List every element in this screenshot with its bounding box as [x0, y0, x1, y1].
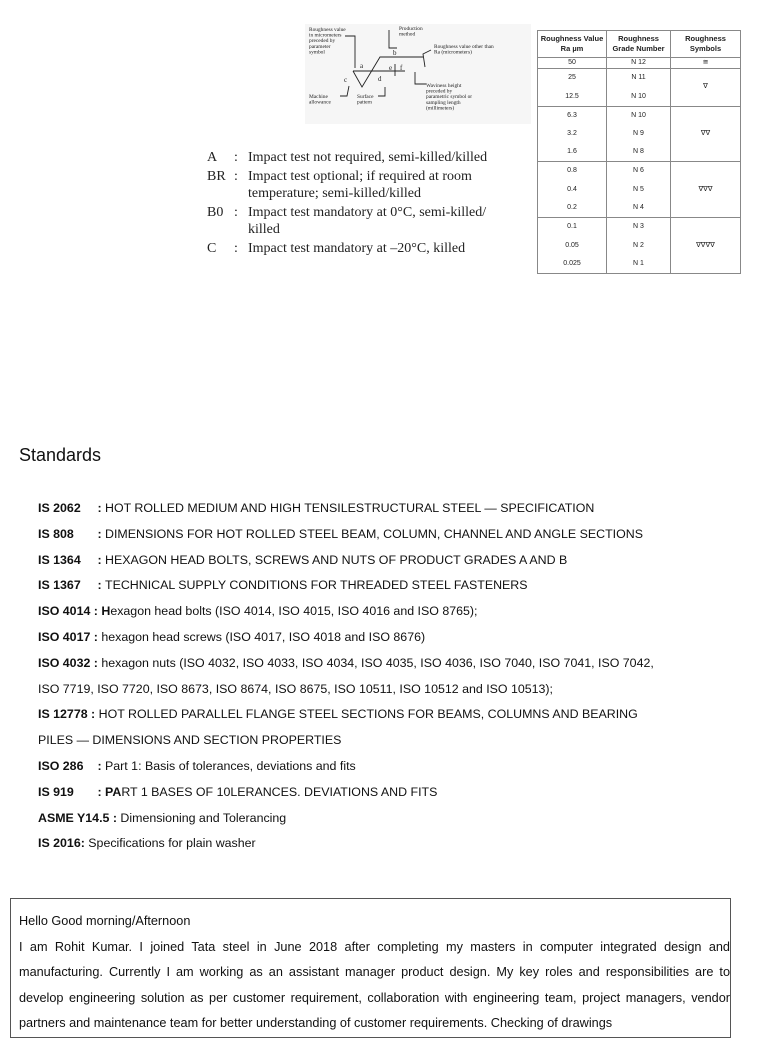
roughness-value: 3.2 [538, 125, 607, 144]
diagram-label-line: Ra (micrometers) [434, 49, 472, 56]
diagram-label-line: in micrometers [309, 32, 342, 39]
standard-code: IS 808 [38, 526, 74, 541]
standard-separator: : [94, 501, 106, 515]
grade-number: N 8 [607, 143, 671, 162]
impact-test-item [207, 168, 507, 202]
roughness-value: 1.6 [538, 143, 607, 162]
surface-symbol-diagram [305, 24, 531, 124]
impact-test-item [207, 149, 507, 166]
standard-description: Specifications for plain washer [88, 836, 256, 851]
roughness-row [538, 69, 741, 88]
letter-d: d [378, 75, 382, 83]
grade-number: N 10 [607, 106, 671, 125]
diagram-label-line: (millimeters) [426, 105, 455, 112]
diagram-label-line: parametric symbol or [426, 94, 473, 101]
grade-number: N 11 [607, 69, 671, 88]
grade-number: N 4 [607, 199, 671, 218]
roughness-value: 0.4 [538, 180, 607, 199]
impact-description: Impact test not required, semi-killed/killed [248, 150, 488, 165]
standard-description: exagon head bolts (ISO 4014, ISO 4015, ISO 4016 and ISO 8765); [110, 604, 478, 619]
roughness-symbol: ∇∇ [671, 106, 741, 162]
standard-separator: : PA [94, 784, 122, 799]
standards-title: Standards [19, 445, 102, 465]
roughness-value: 0.1 [538, 218, 607, 237]
diagram-label-line: method [399, 31, 416, 38]
impact-test-item [207, 240, 507, 257]
impact-colon: : [234, 169, 238, 184]
grade-number: N 3 [607, 218, 671, 237]
surface-symbol-lines [340, 30, 431, 96]
letter-a: a [360, 62, 364, 70]
standard-code: ISO 286 [38, 758, 84, 773]
roughness-value: 6.3 [538, 106, 607, 125]
roughness-row [538, 58, 741, 69]
standard-description: Dimensioning and Tolerancing [120, 810, 287, 825]
grade-number: N 12 [607, 58, 671, 69]
intro-greeting: Hello Good morning/Afternoon [19, 914, 191, 928]
standard-separator: : [94, 578, 106, 593]
grade-number: N 5 [607, 180, 671, 199]
standard-item [38, 548, 658, 574]
diagram-label-line: Roughness value other than [434, 44, 494, 50]
diagram-label-line: sampling length [426, 99, 461, 106]
standard-code: ISO 4032 [38, 655, 91, 670]
standard-item [38, 702, 658, 754]
impact-colon: : [234, 150, 238, 165]
diagram-label-line: allowance [309, 99, 331, 106]
letter-f: f [400, 64, 403, 72]
roughness-other-label [434, 44, 494, 56]
standard-item [38, 625, 658, 651]
roughness-value: 0.025 [538, 255, 607, 274]
grade-number: N 1 [607, 255, 671, 274]
standard-code: ISO 4014 [38, 604, 91, 619]
roughness-value: 0.05 [538, 236, 607, 255]
impact-description: Impact test optional; if required at room temperature; semi-killed/killed [248, 169, 472, 201]
standard-item [38, 599, 658, 625]
diagram-label-line: Machine [309, 94, 328, 100]
impact-description: Impact test mandatory at 0°C, semi-killed/ killed [248, 205, 487, 237]
standard-separator: : [109, 810, 121, 825]
standard-code: IS 2062 [38, 501, 81, 515]
standard-item [38, 496, 658, 522]
standard-code: IS 1367 [38, 578, 81, 593]
standard-item [38, 522, 658, 548]
standard-description: hexagon head screws (ISO 4017, ISO 4018 and ISO 8676) [101, 629, 426, 644]
standard-separator: : H [90, 604, 111, 619]
impact-description: Impact test mandatory at –20°C, killed [248, 241, 466, 256]
standard-code: ASME Y14.5 [38, 810, 110, 825]
standard-description: Part 1: Basis of tolerances, deviations and fits [105, 758, 356, 773]
grade-number: N 6 [607, 162, 671, 181]
roughness-row [538, 218, 741, 237]
standard-description: hexagon nuts (ISO 4032, ISO 4033, ISO 4034, ISO 4035, ISO 4036, ISO 7040, ISO 7041, ISO 7042, ISO 7719, ISO 7720, ISO 8673, ISO 8674, ISO 8675, ISO 10511, ISO 10512 and ISO 10513); [38, 655, 654, 696]
roughness-value: 25 [538, 69, 607, 88]
standard-item [38, 831, 658, 857]
standard-code: IS 1364 [38, 552, 81, 567]
impact-test-item [207, 204, 507, 238]
standard-item [38, 573, 658, 599]
grade-number: N 2 [607, 236, 671, 255]
header-grade-number: Roughness Grade Number [607, 31, 671, 58]
header-roughness-value: Roughness Value Ra µm [538, 31, 607, 58]
standard-description: DIMENSIONS FOR HOT ROLLED STEEL BEAM, COLUMN, CHANNEL AND ANGLE SECTIONS [105, 526, 643, 541]
standard-separator: : [94, 552, 106, 567]
surface-pattern-label [357, 93, 374, 106]
diagram-label-line: Waviness height [426, 83, 462, 89]
diagram-label-line: Production [399, 26, 423, 32]
diagram-label-line: preceded by [426, 88, 453, 95]
machine-allowance-label [309, 94, 331, 106]
standard-code: IS 919 [38, 784, 74, 799]
standard-code: ISO 4017 [38, 629, 91, 644]
standard-item [38, 651, 658, 703]
roughness-value: 0.8 [538, 162, 607, 181]
roughness-symbol: ∇∇∇∇ [671, 218, 741, 274]
header-roughness-symbols: Roughness Symbols [671, 31, 741, 58]
roughness-value: 50 [538, 58, 607, 69]
impact-code: C [207, 241, 217, 256]
letter-c: c [344, 76, 348, 84]
standard-description: HOT ROLLED PARALLEL FLANGE STEEL SECTIONS FOR BEAMS, COLUMNS AND BEARING PILES — DIMENSIONS AND SECTION PROPERTIES [38, 707, 638, 748]
roughness-row [538, 162, 741, 181]
roughness-symbol: ∇∇∇ [671, 162, 741, 218]
letter-e: e [389, 64, 393, 72]
standard-separator: : [87, 707, 99, 722]
standards-list [38, 496, 658, 857]
roughness-value: 12.5 [538, 87, 607, 106]
intro-text-box [10, 898, 731, 1038]
diagram-label-line: Surface [357, 94, 374, 100]
standard-item [38, 754, 658, 780]
standard-description: TECHNICAL SUPPLY CONDITIONS FOR THREADED STEEL FASTENERS [105, 578, 528, 593]
impact-test-legend [207, 149, 507, 259]
roughness-symbol: ∇ [671, 69, 741, 106]
standard-separator: : [90, 629, 102, 644]
standard-code: IS 12778 [38, 707, 88, 722]
production-method-label [399, 26, 423, 38]
diagram-label-line: parameter [309, 43, 331, 50]
impact-colon: : [234, 205, 238, 220]
diagram-label-line: Roughness value [309, 27, 346, 33]
standard-description: RT 1 BASES OF 10LERANCES. DEVIATIONS AND FITS [121, 784, 438, 799]
standard-code: IS 2016: [38, 836, 85, 851]
standard-separator: : [94, 526, 106, 541]
standard-description: HOT ROLLED MEDIUM AND HIGH TENSILESTRUCTURAL STEEL — SPECIFICATION [105, 501, 595, 515]
roughness-table [537, 30, 741, 274]
impact-colon: : [234, 241, 238, 256]
impact-code: A [207, 150, 218, 165]
grade-number: N 10 [607, 87, 671, 106]
impact-code: BR [207, 169, 226, 184]
intro-body: I am Rohit Kumar. I joined Tata steel in June 2018 after completing my masters in computer integrated design and manufacturing. Currently I am working as an assistant manager product design. My key roles and responsibilities are to develop engineering solution as per customer requirement, collaboration with engineering team, project managers, vendor partners and maintenance team for better understanding of customer requirements. Checking of drawings [19, 939, 730, 1030]
impact-code: B0 [207, 205, 224, 220]
diagram-label-line: pattern [357, 99, 372, 106]
diagram-label-line: preceded by [309, 38, 336, 45]
roughness-value-label [309, 27, 346, 55]
roughness-value: 0.2 [538, 199, 607, 218]
roughness-symbol: ≅ [671, 58, 741, 69]
waviness-label [426, 83, 472, 111]
standard-separator: : [90, 655, 102, 670]
standard-description: HEXAGON HEAD BOLTS, SCREWS AND NUTS OF PRODUCT GRADES A AND B [105, 552, 568, 567]
letter-b: b [393, 49, 397, 57]
standard-item [38, 780, 658, 806]
diagram-label-line: symbol [309, 49, 325, 56]
grade-number: N 9 [607, 125, 671, 144]
standard-item [38, 806, 658, 832]
roughness-row [538, 106, 741, 125]
standard-separator: : [94, 758, 106, 773]
